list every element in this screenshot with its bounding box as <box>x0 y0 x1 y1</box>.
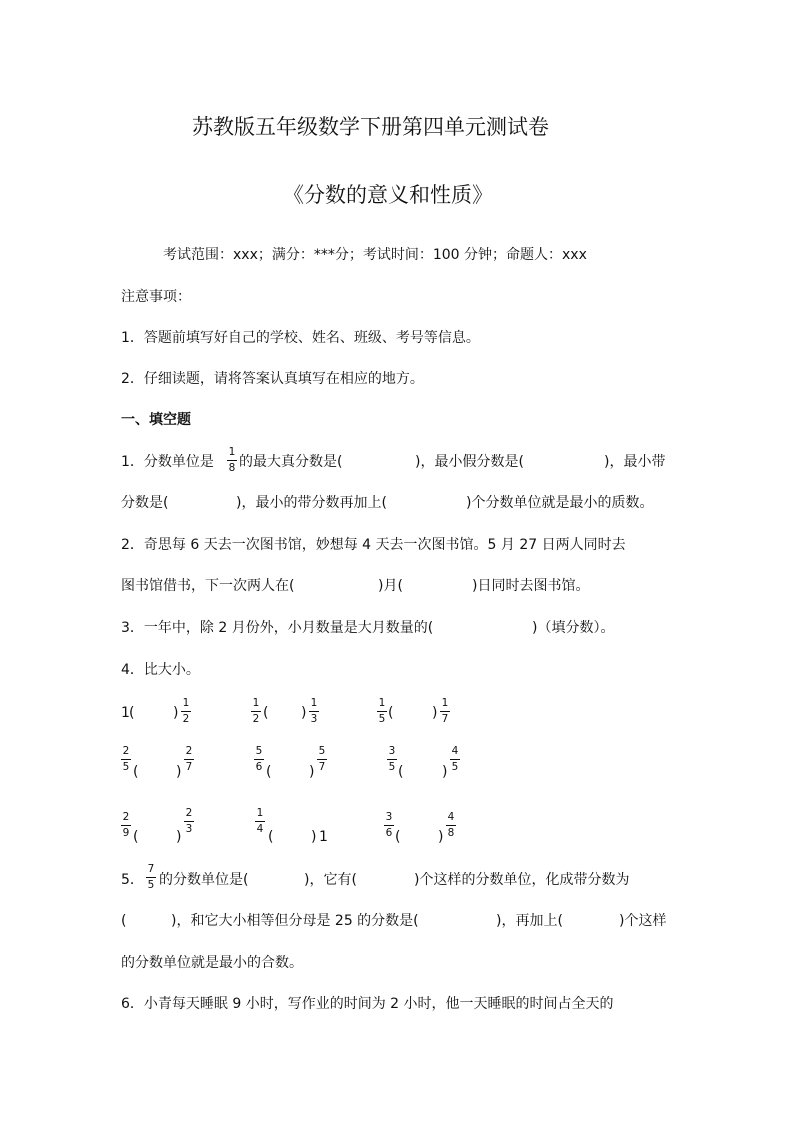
q4-r2-f2 <box>183 746 195 776</box>
q4-r1-one: 1 <box>121 705 130 721</box>
frac-den: 4 <box>256 823 264 835</box>
q1-text-c: )，最小假分数是( <box>415 454 524 470</box>
q4-r3-close-2: ) <box>311 829 317 845</box>
frac-den: 2 <box>252 713 260 725</box>
q5-frac-den: 5 <box>147 879 155 891</box>
frac-num: 1 <box>182 697 190 709</box>
q4-r2-f5 <box>386 746 398 776</box>
q4-r3-open-2: ( <box>268 829 274 845</box>
q4-r1-f4 <box>376 698 388 728</box>
fraction-bar <box>446 825 456 826</box>
frac-den: 6 <box>385 827 393 839</box>
notice-item-1: 1．答题前填写好自己的学校、姓名、班级、考号等信息。 <box>121 330 480 346</box>
fraction-bar <box>227 460 237 461</box>
section-heading-fill-blank: 一、填空题 <box>121 412 191 428</box>
q2-line2-c: )日同时去图书馆。 <box>472 578 590 594</box>
q5-fraction <box>145 864 157 894</box>
q1-text-b: 的最大真分数是( <box>239 454 343 470</box>
frac-num: 2 <box>185 745 193 757</box>
fraction-bar <box>450 759 460 760</box>
fraction-bar <box>184 821 194 822</box>
notice-heading: 注意事项： <box>121 289 191 305</box>
q1-line2-c: )个分数单位就是最小的质数。 <box>466 495 654 511</box>
q5-frac-num: 7 <box>147 863 155 875</box>
frac-num: 1 <box>310 697 318 709</box>
q4-r1-open: ( <box>129 705 135 721</box>
frac-den: 6 <box>255 761 263 773</box>
frac-den: 3 <box>310 713 318 725</box>
q4-r1-f3 <box>308 698 320 728</box>
q1-frac-num: 1 <box>228 446 236 458</box>
q4-r3-close-3: ) <box>438 829 444 845</box>
q1-text-a: 1．分数单位是 <box>121 454 214 470</box>
q4-r1-f1 <box>180 698 192 728</box>
frac-num: 5 <box>255 745 263 757</box>
frac-num: 4 <box>447 811 455 823</box>
q2-line2-a: 图书馆借书，下一次两人在( <box>121 578 295 594</box>
frac-den: 5 <box>451 761 459 773</box>
frac-den: 9 <box>122 827 130 839</box>
frac-den: 2 <box>182 713 190 725</box>
notice-item-2: 2．仔细读题，请将答案认真填写在相应的地方。 <box>121 371 424 387</box>
frac-den: 3 <box>185 823 193 835</box>
frac-den: 7 <box>185 761 193 773</box>
q4-r3-open-1: ( <box>133 829 139 845</box>
q4-r1-open-2: ( <box>263 705 269 721</box>
q4-r1-close-2: ) <box>301 705 307 721</box>
q4-r1-open-3: ( <box>388 705 394 721</box>
frac-den: 7 <box>318 761 326 773</box>
q4-r3-f1 <box>120 812 132 842</box>
q4-r3-f2 <box>183 808 195 838</box>
q4-r3-f5 <box>445 812 457 842</box>
fraction-bar <box>121 825 131 826</box>
q4-r1-f5 <box>439 698 451 728</box>
q4-r2-f6 <box>449 746 461 776</box>
q6-line1: 6．小青每天睡眠 9 小时，写作业的时间为 2 小时，他一天睡眠的时间占全天的 <box>121 996 614 1012</box>
fraction-bar <box>181 711 191 712</box>
q3-text-b: )（填分数）。 <box>532 620 615 636</box>
q4-r2-open-2: ( <box>266 764 272 780</box>
q5-line2-d: )个这样 <box>619 913 667 929</box>
q4-r1-close: ) <box>173 705 179 721</box>
frac-num: 5 <box>318 745 326 757</box>
q4-r2-close-3: ) <box>442 764 448 780</box>
q5-text-a: 5． <box>121 872 144 888</box>
q5-text-c: )，它有( <box>304 872 357 888</box>
q1-text-d: )，最小带 <box>604 454 666 470</box>
frac-num: 3 <box>385 811 393 823</box>
frac-num: 1 <box>256 807 264 819</box>
q1-frac-den: 8 <box>228 462 236 474</box>
page-subtitle: 《分数的意义和性质》 <box>283 183 493 207</box>
fraction-bar <box>387 759 397 760</box>
q4-r3-open-3: ( <box>395 829 401 845</box>
frac-num: 2 <box>122 811 130 823</box>
frac-den: 5 <box>388 761 396 773</box>
fraction-bar <box>309 711 319 712</box>
q5-line3: 的分数单位就是最小的合数。 <box>121 955 303 971</box>
q4-r3-f3 <box>254 808 266 838</box>
q4-label: 4．比大小。 <box>121 662 200 678</box>
q1-line2-a: 分数是( <box>121 495 169 511</box>
frac-num: 2 <box>185 807 193 819</box>
fraction-bar <box>384 825 394 826</box>
q4-r2-open-3: ( <box>398 764 404 780</box>
frac-num: 1 <box>252 697 260 709</box>
page-title: 苏教版五年级数学下册第四单元测试卷 <box>192 115 549 139</box>
q4-r2-f3 <box>253 746 265 776</box>
q1-fraction <box>226 447 238 477</box>
q5-line2-c: )，再加上( <box>496 913 563 929</box>
fraction-bar <box>317 759 327 760</box>
frac-den: 5 <box>122 761 130 773</box>
q4-r1-f2 <box>250 698 262 728</box>
exam-info: 考试范围：xxx；满分：***分；考试时间：100 分钟；命题人：xxx <box>163 247 587 263</box>
q4-r2-close-2: ) <box>309 764 315 780</box>
frac-den: 7 <box>441 713 449 725</box>
q4-r1-close-3: ) <box>432 705 438 721</box>
fraction-bar <box>377 711 387 712</box>
q5-text-b: 的分数单位是( <box>159 872 249 888</box>
fraction-bar <box>184 759 194 760</box>
q5-line2-a: ( <box>121 913 127 929</box>
frac-num: 3 <box>388 745 396 757</box>
q3-text-a: 3．一年中，除 2 月份外，小月数量是大月数量的( <box>121 620 434 636</box>
frac-num: 1 <box>441 697 449 709</box>
q5-line2-b: )，和它大小相等但分母是 25 的分数是( <box>171 913 419 929</box>
fraction-bar <box>440 711 450 712</box>
frac-den: 5 <box>378 713 386 725</box>
q4-r2-open-1: ( <box>133 764 139 780</box>
frac-den: 8 <box>447 827 455 839</box>
q4-r3-f4 <box>383 812 395 842</box>
q2-line1: 2．奇思每 6 天去一次图书馆，妙想每 4 天去一次图书馆。5 月 27 日两人同时去 <box>121 537 626 553</box>
frac-num: 2 <box>122 745 130 757</box>
q1-line2-b: )，最小的带分数再加上( <box>236 495 387 511</box>
q4-r2-f4 <box>316 746 328 776</box>
fraction-bar <box>121 759 131 760</box>
q4-r2-f1 <box>120 746 132 776</box>
q4-r3-one: 1 <box>319 829 328 845</box>
frac-num: 1 <box>378 697 386 709</box>
frac-num: 4 <box>451 745 459 757</box>
fraction-bar <box>254 759 264 760</box>
fraction-bar <box>255 821 265 822</box>
q4-r3-close-1: ) <box>176 829 182 845</box>
q4-r2-close-1: ) <box>176 764 182 780</box>
fraction-bar <box>251 711 261 712</box>
fraction-bar <box>146 877 156 878</box>
q2-line2-b: )月( <box>378 578 403 594</box>
q5-text-d: )个这样的分数单位，化成带分数为 <box>414 872 630 888</box>
